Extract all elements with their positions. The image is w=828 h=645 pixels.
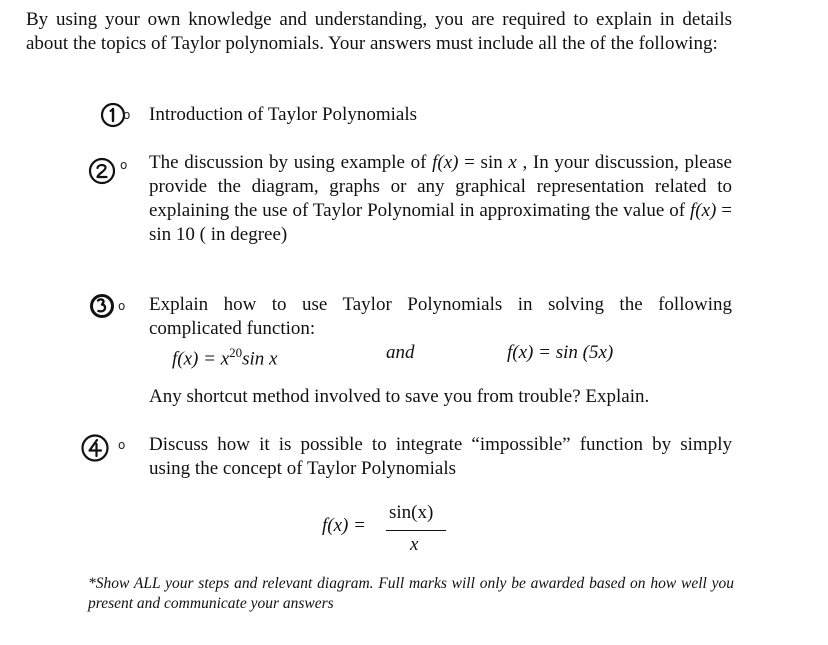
item-2-text-part2: , In your discussion, please provide the diagram, graphs or any graphical representation related to explaining the use of Taylor Polynomial in approximating the value of	[149, 152, 732, 221]
item-2-text	[149, 151, 732, 247]
formula-left-tail: sin x	[242, 348, 278, 370]
formula-lhs: f(x) =	[322, 515, 366, 536]
math-x: x	[508, 152, 517, 173]
item-4-text: Discuss how it is possible to integrate “impossible” function by simply using the concept of Taylor Polynomials	[149, 434, 732, 479]
formula-left-exponent: 20	[229, 345, 243, 360]
bullet: o	[120, 158, 128, 172]
item-3-followup: Any shortcut method involved to save you from trouble? Explain.	[149, 386, 650, 407]
item-2-text-part3: = sin 10 ( in degree)	[149, 200, 733, 245]
formula-left	[172, 341, 277, 371]
bullet: o	[118, 438, 126, 452]
bullet: o	[123, 108, 131, 122]
formula-numerator: sin(x)	[389, 502, 434, 523]
formula-left-base: f(x) = x	[172, 348, 230, 370]
math-fx: f(x)	[432, 152, 459, 173]
formula-and: and	[386, 342, 415, 363]
formula-denominator: x	[410, 534, 419, 555]
item-1-text: Introduction of Taylor Polynomials	[149, 104, 417, 125]
fraction-bar	[386, 530, 446, 531]
circled-number-3-icon	[87, 291, 117, 321]
circled-number-4-icon	[80, 433, 110, 463]
formula-right: f(x) = sin (5x)	[507, 342, 614, 363]
item-2-text-part1: The discussion by using example of	[149, 152, 433, 173]
circled-number-2-icon	[87, 156, 117, 186]
item-3-text: Explain how to use Taylor Polynomials in solving the following complicated function:	[149, 294, 732, 339]
footnote: *Show ALL your steps and relevant diagram. Full marks will only be awarded based on how well you present and communicate your answers	[88, 575, 734, 612]
formula-fraction	[322, 502, 462, 565]
bullet: o	[118, 299, 126, 313]
math-eq: = sin	[458, 152, 509, 173]
math-fx-2: f(x)	[690, 200, 717, 221]
intro-paragraph: By using your own knowledge and understanding, you are required to explain in details about the topics of Taylor polynomials. Your answers must include all the of the following:	[26, 9, 732, 54]
